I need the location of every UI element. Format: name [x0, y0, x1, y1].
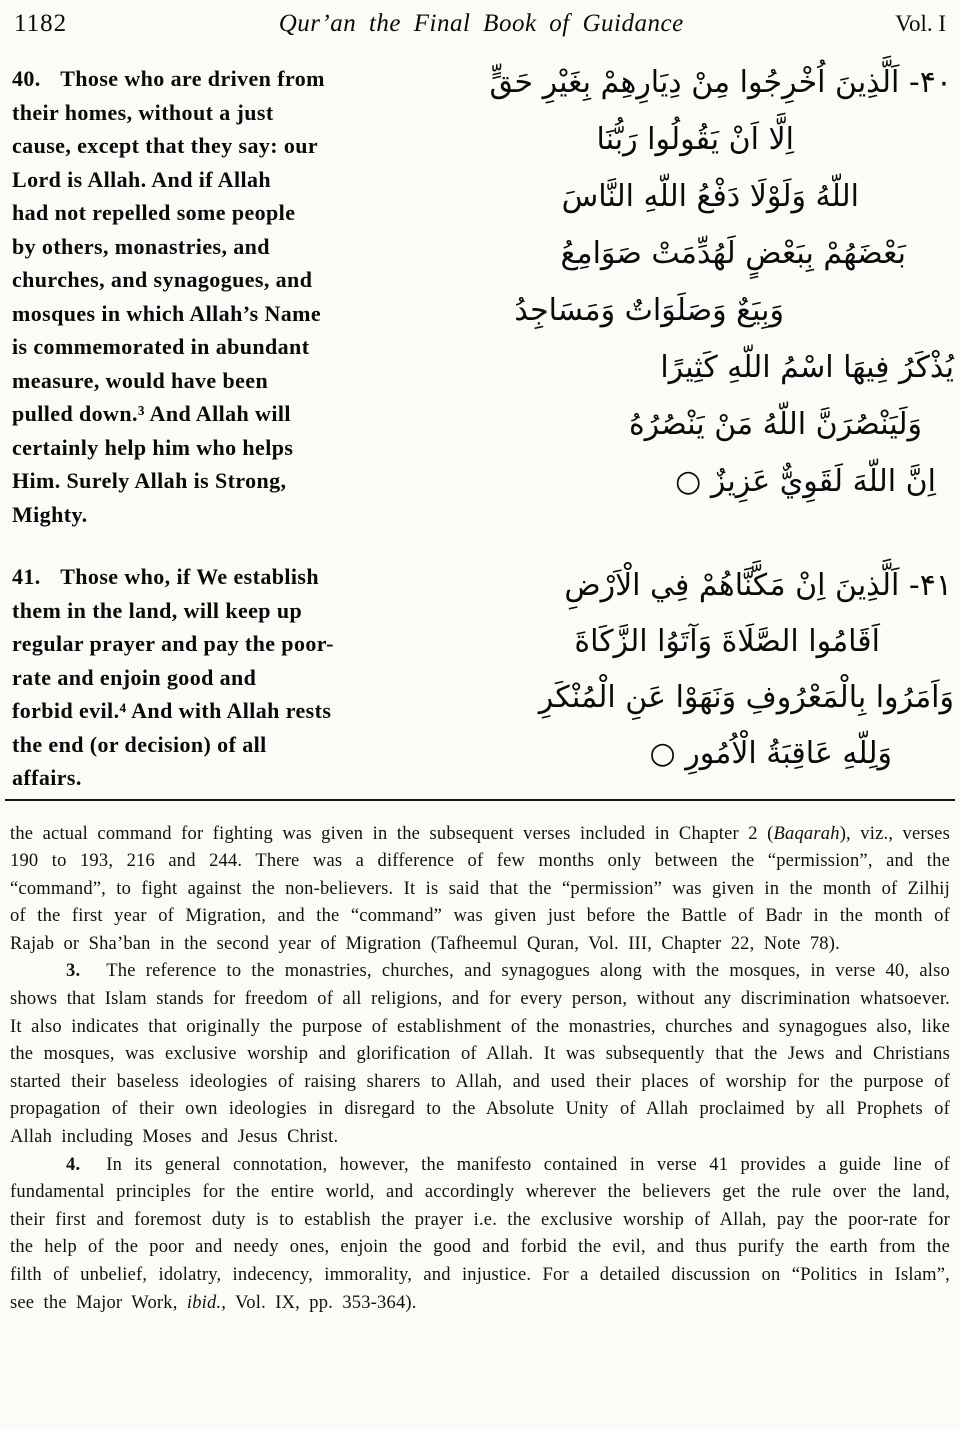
verse-line: affairs. [12, 765, 82, 790]
footnote-number: 4. [66, 1154, 81, 1175]
footnote-number: 3. [66, 961, 81, 982]
verse-line: forbid evil.⁴ And with Allah rests [12, 698, 332, 723]
arabic-line: اللّهُ وَلَوْلَا دَفْعُ اللّهِ النَّاسَ [561, 179, 859, 214]
arabic-text-column [456, 38, 954, 795]
main-content [0, 38, 960, 795]
footnote-italic-text: ibid., [186, 1292, 227, 1313]
footnote-text: In its general connotation, however, the manifesto contained in verse 41 provides a guide line of fundamental principles for the entire world, and accordingly wherever the believers get the rule over the land, their first and foremost duty is to establish the prayer i.e. the exclusive worship of Allah, pay the poor-rate for the help of the poor and needy ones, enjoin the good and forbid the evil, and thus purify the earth from the filth of unbelief, idolatry, indecency, immorality, and injustice. For a detailed discussion on “Politics in Islam”, see the Major Work, [10, 1154, 950, 1313]
verse-line [12, 62, 456, 96]
footnote-text: the actual command for fighting was given in the subsequent verses included in Chapter 2 ( [10, 823, 774, 844]
footnote-text: Vol. IX, pp. 353-364). [226, 1292, 417, 1313]
page-header [0, 0, 960, 38]
verse-line: the end (or decision) of all [12, 731, 267, 757]
arabic-line: وَبِيَعٌ وَصَلَوَاتٌ وَمَسَاجِدُ [514, 293, 784, 328]
verse-line: their homes, without a just [12, 99, 274, 125]
footnotes-section [0, 801, 960, 1318]
arabic-line: وَلِلّهِ عَاقِبَةُ الْاُمُورِ ○ [649, 736, 892, 771]
verse-line: by others, monastries, and [12, 233, 270, 259]
verse-40-arabic [456, 54, 954, 510]
verse-number: 41. [12, 564, 41, 589]
page-number: 1182 [14, 10, 68, 37]
verse-41-arabic [456, 558, 954, 782]
verse-line: churches, and synagogues, and [12, 267, 313, 292]
footnote-continuation [10, 821, 950, 959]
verse-line: regular prayer and pay the poor- [12, 631, 334, 656]
arabic-line: اَقَامُوا الصَّلَاةَ وَآتَوُا الزَّكَاةَ [574, 624, 880, 659]
verse-40-english [12, 62, 456, 531]
verse-line-text: Those who, if We establish [60, 564, 319, 589]
verse-line: them in the land, will keep up [12, 597, 303, 623]
verse-line: is commemorated in abundant [12, 334, 310, 359]
verse-line: mosques in which Allah’s Name [12, 300, 322, 326]
verse-line: Him. Surely Allah is Strong, [12, 468, 287, 493]
footnote-italic-text: Baqarah [773, 823, 840, 844]
verse-gap [456, 510, 954, 558]
arabic-line: بَعْضَهُمْ بِبَعْضٍ لَهُدِّمَتْ صَوَامِعُ [560, 236, 906, 271]
verse-line [12, 560, 456, 594]
verse-number: 40. [12, 66, 41, 91]
volume-label: Vol. I [895, 11, 946, 36]
verse-line: pulled down.³ And Allah will [12, 401, 291, 426]
book-title: Qur’an the Final Book of Guidance [278, 10, 684, 37]
verse-line-text: Those who are driven from [60, 66, 325, 91]
arabic-line: يُذْكَرُ فِيهَا اسْمُ اللّهِ كَثِيرًا [660, 350, 954, 385]
verse-line: cause, except that they say: our [12, 133, 319, 158]
arabic-line: اِلَّا اَنْ يَقُولُوا رَبُّنَا [596, 122, 794, 157]
verse-41-english [12, 560, 456, 795]
arabic-line: ۴۰- اَلَّذِينَ اُخْرِجُوا مِنْ دِيَارِهِمْ بِغَيْرِ حَقٍّ [489, 65, 952, 100]
arabic-line: ۴۱- اَلَّذِينَ اِنْ مَكَّنَّاهُمْ فِي الْاَرْضِ [564, 568, 952, 603]
verse-line: Mighty. [12, 501, 88, 527]
verse-gap [12, 531, 456, 560]
arabic-line: وَاَمَرُوا بِالْمَعْرُوفِ وَنَهَوْا عَنِ الْمُنْكَرِ [538, 680, 954, 715]
verse-line: measure, would have been [12, 367, 269, 393]
footnote-3 [10, 958, 950, 1151]
verse-line: rate and enjoin good and [12, 664, 257, 690]
english-translation-column [6, 38, 456, 795]
arabic-line: وَلَيَنْصُرَنَّ اللّهُ مَنْ يَنْصُرُهُ [628, 407, 922, 442]
verse-line: had not repelled some people [12, 200, 296, 225]
footnote-text: The reference to the monastries, churches, and synagogues along with the mosques, in verse 40, also shows that Islam stands for freedom of all religions, and for every person, without any discrimination whatsoever. It also indicates that originally the purpose of establishment of the monastries, churches and synagogues also, like the mosques, was exclusive worship and glorification of Allah. It was subsequently that the Jews and Christians started their baseless ideologies of raising sharers to Allah, and used their places of worship for the purpose of propagation of their own ideologies in disregard to the Absolute Unity of Allah proclaimed by all Prophets of Allah including Moses and Jesus Christ. [10, 961, 950, 1148]
footnote-4 [10, 1152, 950, 1318]
arabic-line: اِنَّ اللّهَ لَقَوِيٌّ عَزِيزٌ ○ [675, 464, 936, 499]
footnote-text: ), viz., verses 190 to 193, 216 and 244. There was a difference of few months only between the “permission”, and the “command”, to fight against the non-believers. It is said that the “permission” was given in the month of Zilhij of the first year of Migration, and the “command” was given just before the Battle of Badr in the month of Rajab or Sha’ban in the second year of Migration (Tafheemul Quran, Vol. III, Chapter 22, Note 78). [10, 823, 950, 954]
verse-line: Lord is Allah. And if Allah [12, 166, 271, 192]
verse-line: certainly help him who helps [12, 434, 294, 460]
